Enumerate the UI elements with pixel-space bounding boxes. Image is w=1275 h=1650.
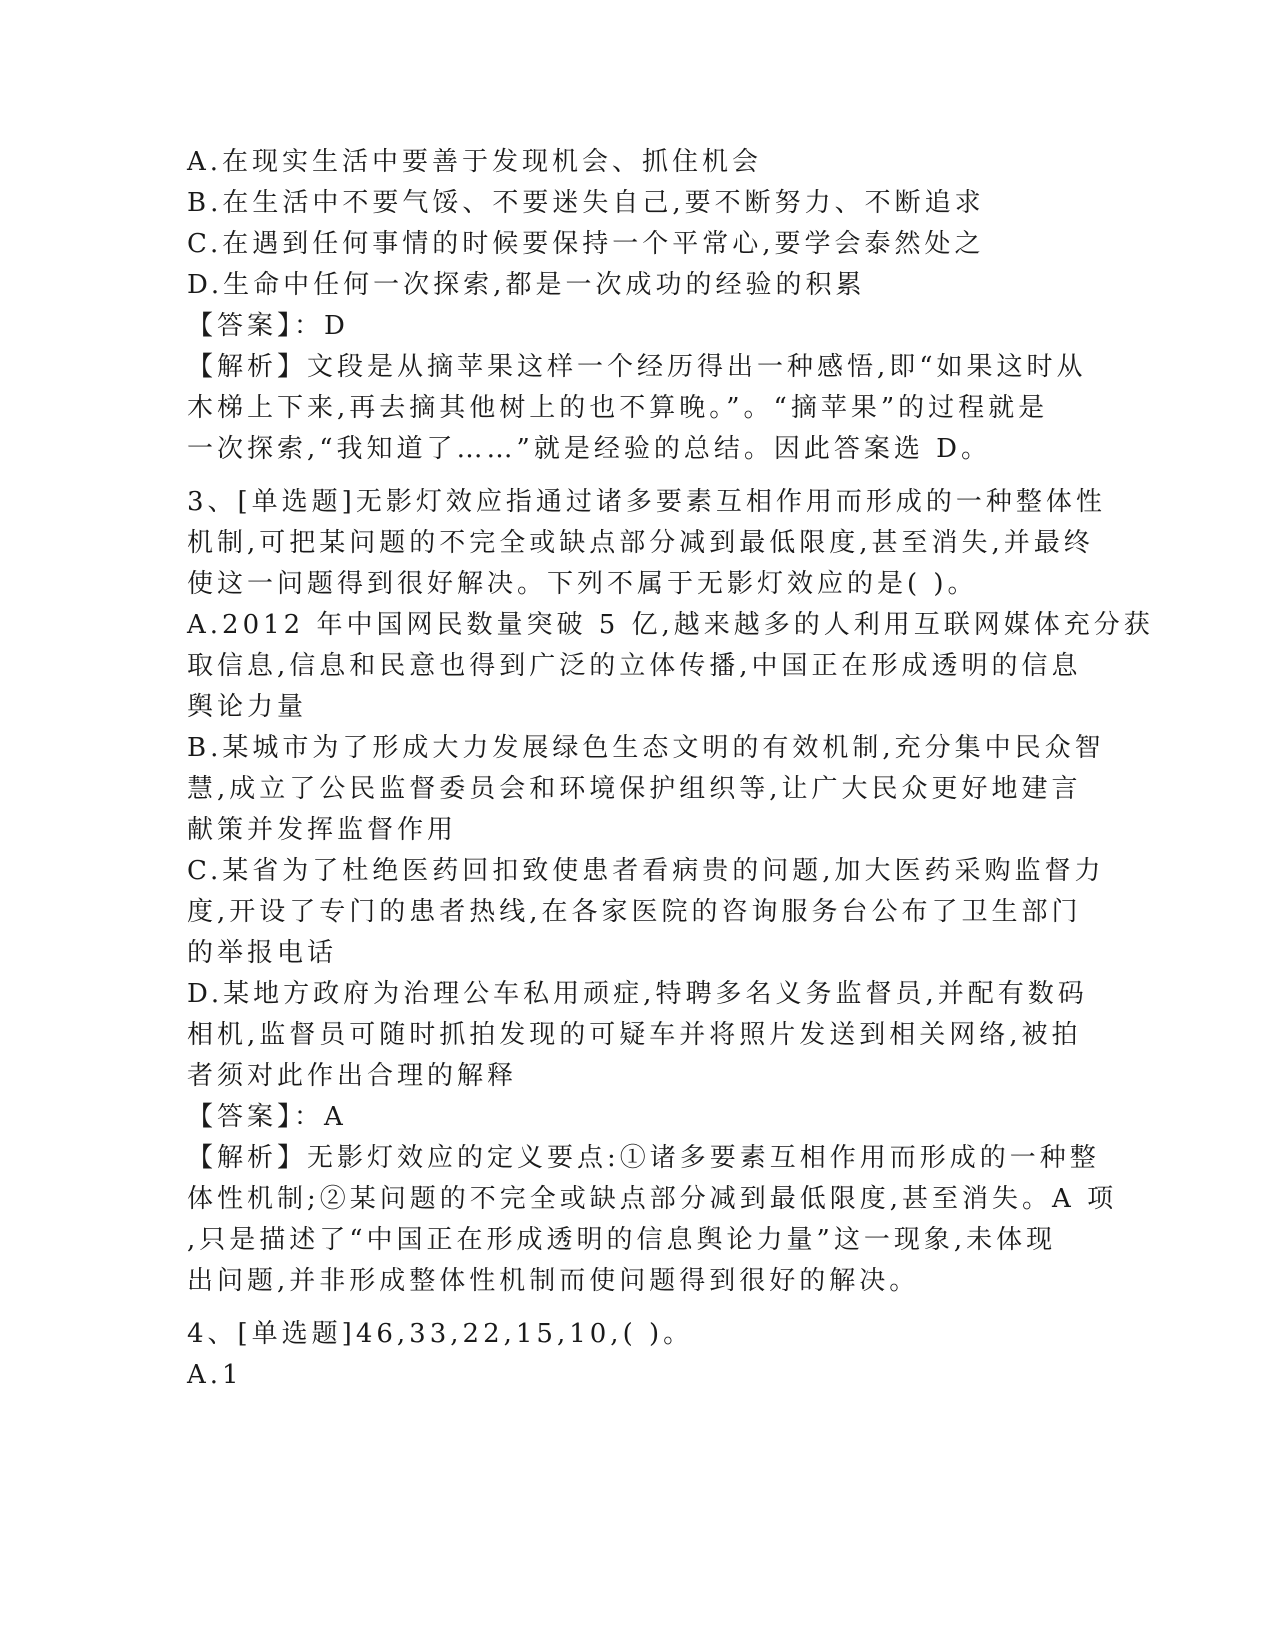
option-line: B.某城市为了形成大力发展绿色生态文明的有效机制,充分集中民众智 [187,733,1105,763]
option-a: A.1 [187,1360,243,1390]
analysis-line: ,只是描述了“中国正在形成透明的信息舆论力量”这一现象,未体现 [187,1225,1057,1255]
document-content [187,142,1154,1396]
analysis-line: 体性机制;②某问题的不完全或缺点部分减到最低限度,甚至消失。A 项 [187,1184,1118,1214]
option-line: 度,开设了专门的患者热线,在各家医院的咨询服务台公布了卫生部门 [187,897,1082,927]
answer: 【答案】：A [187,1102,347,1132]
question-3-section [187,482,1154,1302]
question-stem: 4、[单选题]46,33,22,15,10,( )。 [187,1319,694,1349]
option-line: 的举报电话 [187,938,338,968]
question-stem-line: 使这一问题得到很好解决。下列不属于无影灯效应的是( )。 [187,569,978,599]
option-b: B.在生活中不要气馁、不要迷失自己,要不断努力、不断追求 [187,188,985,218]
option-line: 舆论力量 [187,692,308,722]
option-line: 献策并发挥监督作用 [187,815,458,845]
option-a: A.在现实生活中要善于发现机会、抓住机会 [187,147,763,177]
question-stem-line: 3、[单选题]无影灯效应指通过诸多要素互相作用而形成的一种整体性 [187,487,1106,517]
answer: 【答案】：D [187,311,349,341]
option-line: A.2012 年中国网民数量突破 5 亿,越来越多的人利用互联网媒体充分获 [187,610,1154,640]
analysis-line: 【解析】无影灯效应的定义要点:①诸多要素互相作用而形成的一种整 [187,1143,1100,1173]
analysis-line: 出问题,并非形成整体性机制而使问题得到很好的解决。 [187,1266,920,1296]
option-line: C.某省为了杜绝医药回扣致使患者看病贵的问题,加大医药采购监督力 [187,856,1105,886]
question-2-section [187,142,1087,470]
option-line: D.某地方政府为治理公车私用顽症,特聘多名义务监督员,并配有数码 [187,979,1088,1009]
option-line: 慧,成立了公民监督委员会和环境保护组织等,让广大民众更好地建言 [187,774,1082,804]
analysis-line: 【解析】文段是从摘苹果这样一个经历得出一种感悟,即“如果这时从 [187,352,1087,382]
analysis-line: 木梯上下来,再去摘其他树上的也不算晚。”。“摘苹果”的过程就是 [187,393,1049,423]
section-gap [187,470,1087,482]
option-line: 取信息,信息和民意也得到广泛的立体传播,中国正在形成透明的信息 [187,651,1082,681]
option-d: D.生命中任何一次探索,都是一次成功的经验的积累 [187,270,866,300]
question-stem-line: 机制,可把某问题的不完全或缺点部分减到最低限度,甚至消失,并最终 [187,528,1094,558]
option-c: C.在遇到任何事情的时候要保持一个平常心,要学会泰然处之 [187,229,985,259]
analysis-line: 一次探索,“我知道了……”就是经验的总结。因此答案选 D。 [187,434,991,464]
question-4-section [187,1314,1087,1396]
option-line: 相机,监督员可随时抓拍发现的可疑车并将照片发送到相关网络,被拍 [187,1020,1082,1050]
option-line: 者须对此作出合理的解释 [187,1061,518,1091]
section-gap [187,1302,1087,1314]
